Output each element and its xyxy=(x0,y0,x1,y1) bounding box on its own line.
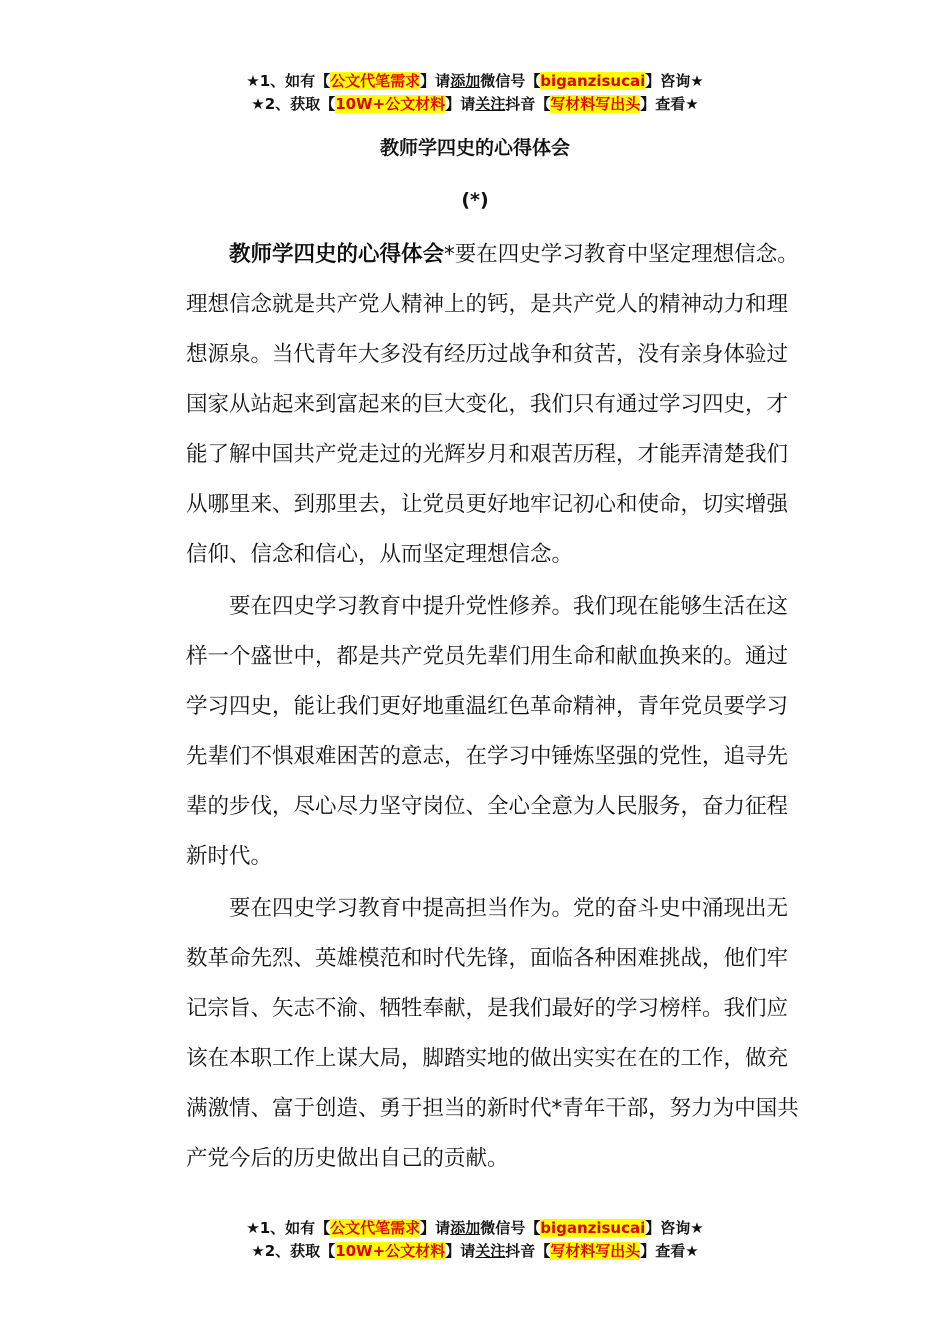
top-banner xyxy=(0,70,950,116)
banner-highlight: 公文代笔需求 xyxy=(330,72,421,90)
paragraph-lead: 教师学四史的心得体会 xyxy=(229,242,445,267)
banner-text: 】请 xyxy=(420,1219,451,1237)
banner-text: 】查看★ xyxy=(640,1242,699,1260)
banner-highlight: 10W+公文材料 xyxy=(335,95,446,113)
document-title: 教师学四史的心得体会 xyxy=(379,137,570,159)
banner-underlined-text: 关注 xyxy=(475,95,506,113)
banner-highlight: biganzisucai xyxy=(540,1219,646,1237)
banner-text: 微信号【 xyxy=(480,72,541,90)
banner-text: 】请 xyxy=(445,95,476,113)
bottom-banner xyxy=(0,1217,950,1263)
banner-line-2 xyxy=(0,1240,950,1263)
banner-underlined-text: 添加 xyxy=(450,1219,481,1237)
banner-text: ★1、如有【 xyxy=(246,72,331,90)
banner-text: ★2、获取【 xyxy=(251,1242,336,1260)
banner-text: 】请 xyxy=(420,72,451,90)
paragraph-3 xyxy=(186,884,806,1184)
banner-highlight: 10W+公文材料 xyxy=(335,1242,446,1260)
banner-text: 抖音【 xyxy=(505,1242,551,1260)
banner-underlined-text: 添加 xyxy=(450,72,481,90)
banner-text: 】请 xyxy=(445,1242,476,1260)
banner-line-1 xyxy=(0,70,950,93)
banner-line-2 xyxy=(0,93,950,116)
banner-text: 】查看★ xyxy=(640,95,699,113)
banner-highlight: 公文代笔需求 xyxy=(330,1219,421,1237)
banner-text: 微信号【 xyxy=(480,1219,541,1237)
paragraph-text: 要在四史学习教育中提高担当作为。党的奋斗史中涌现出无数革命先烈、英雄模范和时代先锋，面临各种困难挑战，他们牢记宗旨、矢志不渝、牺牲奉献，是我们最好的学习榜样。我们应该在本职工作上谋大局，脚踏实地的做出实实在在的工作，做充满激情、富于创造、勇于担当的新时代*青年干部，努力为中国共产党今后的历史做出自己的贡献。 xyxy=(186,896,799,1171)
banner-underlined-text: 关注 xyxy=(475,1242,506,1260)
banner-line-1 xyxy=(0,1217,950,1240)
paragraph-text: *要在四史学习教育中坚定理想信念。理想信念就是共产党人精神上的钙，是共产党人的精神动力和理想源泉。当代青年大多没有经历过战争和贫苦，没有亲身体验过国家从站起来到富起来的巨大变化，我们只有通过学习四史，才能了解中国共产党走过的光辉岁月和艰苦历程，才能弄清楚我们从哪里来、到那里去，让党员更好地牢记初心和使命，切实增强信仰、信念和信心，从而坚定理想信念。 xyxy=(186,242,799,567)
banner-text: ★1、如有【 xyxy=(246,1219,331,1237)
banner-highlight: biganzisucai xyxy=(540,72,646,90)
paragraph-2 xyxy=(186,582,806,882)
banner-text: 】咨询★ xyxy=(645,1219,704,1237)
document-subtitle: (*) xyxy=(461,189,489,211)
banner-text: 】咨询★ xyxy=(645,72,704,90)
paragraph-text: 要在四史学习教育中提升党性修养。我们现在能够生活在这样一个盛世中，都是共产党员先辈们用生命和献血换来的。通过学习四史，能让我们更好地重温红色革命精神，青年党员要学习先辈们不惧艰难困苦的意志，在学习中锤炼坚强的党性，追寻先辈的步伐，尽心尽力坚守岗位、全心全意为人民服务，奋力征程新时代。 xyxy=(186,594,789,869)
banner-highlight: 写材料写出头 xyxy=(550,1242,641,1260)
banner-text: 抖音【 xyxy=(505,95,551,113)
banner-text: ★2、获取【 xyxy=(251,95,336,113)
banner-highlight: 写材料写出头 xyxy=(550,95,641,113)
paragraph-1 xyxy=(186,230,806,580)
document-body xyxy=(186,230,806,1184)
